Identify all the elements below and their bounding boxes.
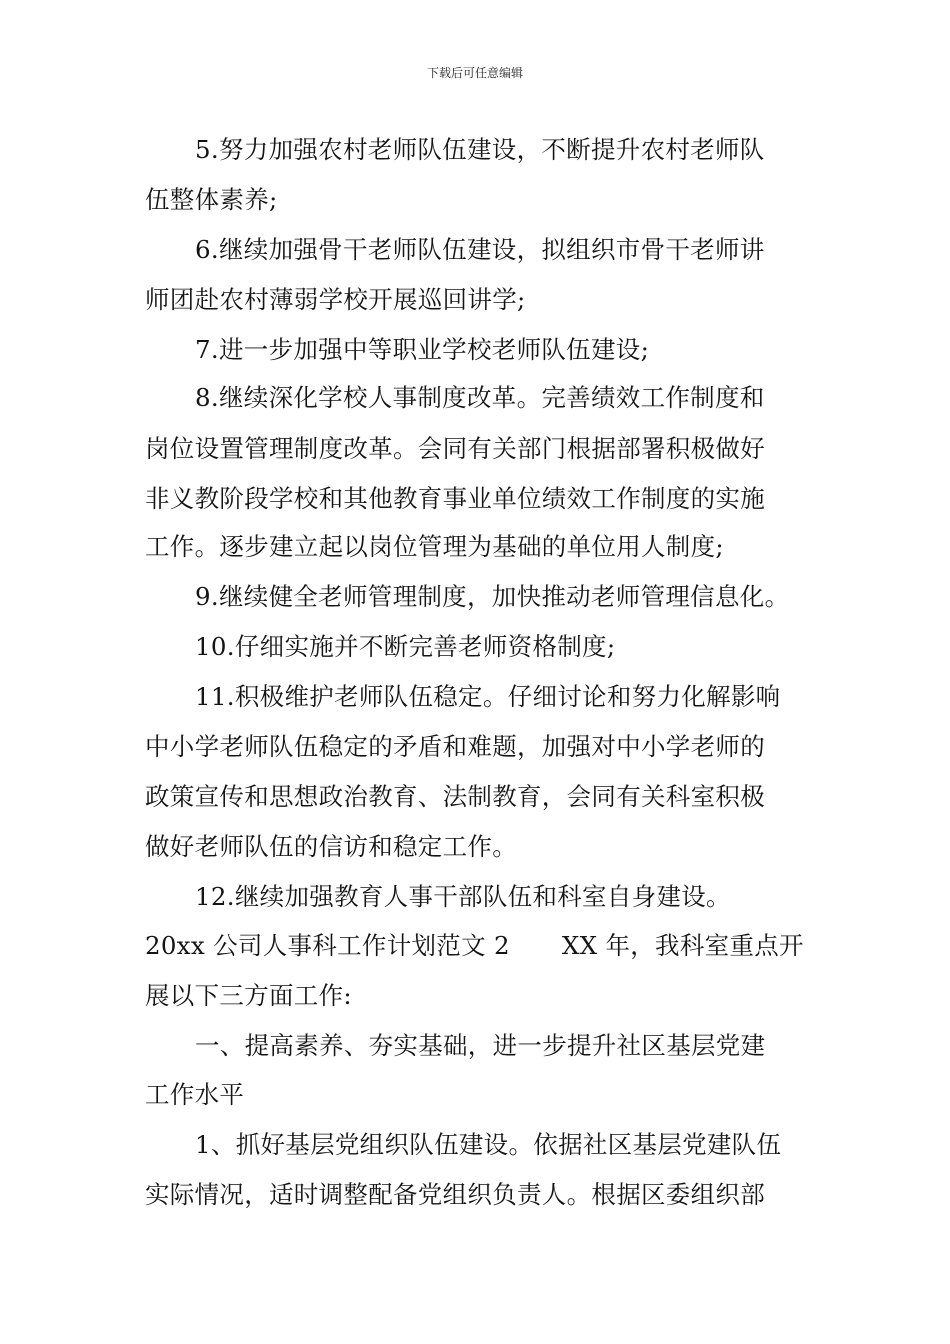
text-line: 政策宣传和思想政治教育、法制教育，会同有关科室积极	[145, 782, 765, 811]
text-line: 9.继续健全老师管理制度，加快推动老师管理信息化。	[195, 582, 790, 611]
text-line: 6.继续加强骨干老师队伍建设，拟组织市骨干老师讲	[195, 235, 765, 264]
section-title: 20xx 公司人事科工作计划范文 2	[145, 931, 510, 960]
text-line: 一、提高素养、夯实基础，进一步提升社区基层党建	[195, 1031, 766, 1060]
text-line: 5.努力加强农村老师队伍建设，不断提升农村老师队	[195, 135, 765, 164]
text-line: 非义教阶段学校和其他教育事业单位绩效工作制度的实施	[145, 484, 765, 513]
text-line: 实际情况，适时调整配备党组织负责人。根据区委组织部	[145, 1180, 765, 1209]
text-line: 做好老师队伍的信访和稳定工作。	[145, 832, 517, 861]
text-line: 师团赴农村薄弱学校开展巡回讲学;	[145, 285, 526, 314]
text-line: 7.进一步加强中等职业学校老师队伍建设;	[195, 335, 650, 364]
page-header: 下载后可任意编辑	[426, 66, 523, 80]
text-line: 12.继续加强教育人事干部队伍和科室自身建设。	[195, 882, 731, 911]
text-line: 11.积极维护老师队伍稳定。仔细讨论和努力化解影响	[195, 682, 781, 711]
text-line: 工作水平	[145, 1080, 245, 1109]
text-line: 8.继续深化学校人事制度改革。完善绩效工作制度和	[195, 383, 765, 412]
text-line: 工作。逐步建立起以岗位管理为基础的单位用人制度;	[145, 532, 724, 561]
text-line: 中小学老师队伍稳定的矛盾和难题，加强对中小学老师的	[145, 732, 765, 761]
text-line: 展以下三方面工作:	[145, 981, 352, 1010]
text-line: 岗位设置管理制度改革。会同有关部门根据部署积极做好	[145, 434, 765, 463]
text-line: 伍整体素养;	[145, 185, 278, 214]
text-line: 10.仔细实施并不断完善老师资格制度;	[195, 632, 616, 661]
text-line: 1、抓好基层党组织队伍建设。依据社区基层党建队伍	[195, 1130, 782, 1159]
section-intro: XX 年，我科室重点开	[561, 931, 804, 960]
section-title-line	[145, 929, 825, 963]
